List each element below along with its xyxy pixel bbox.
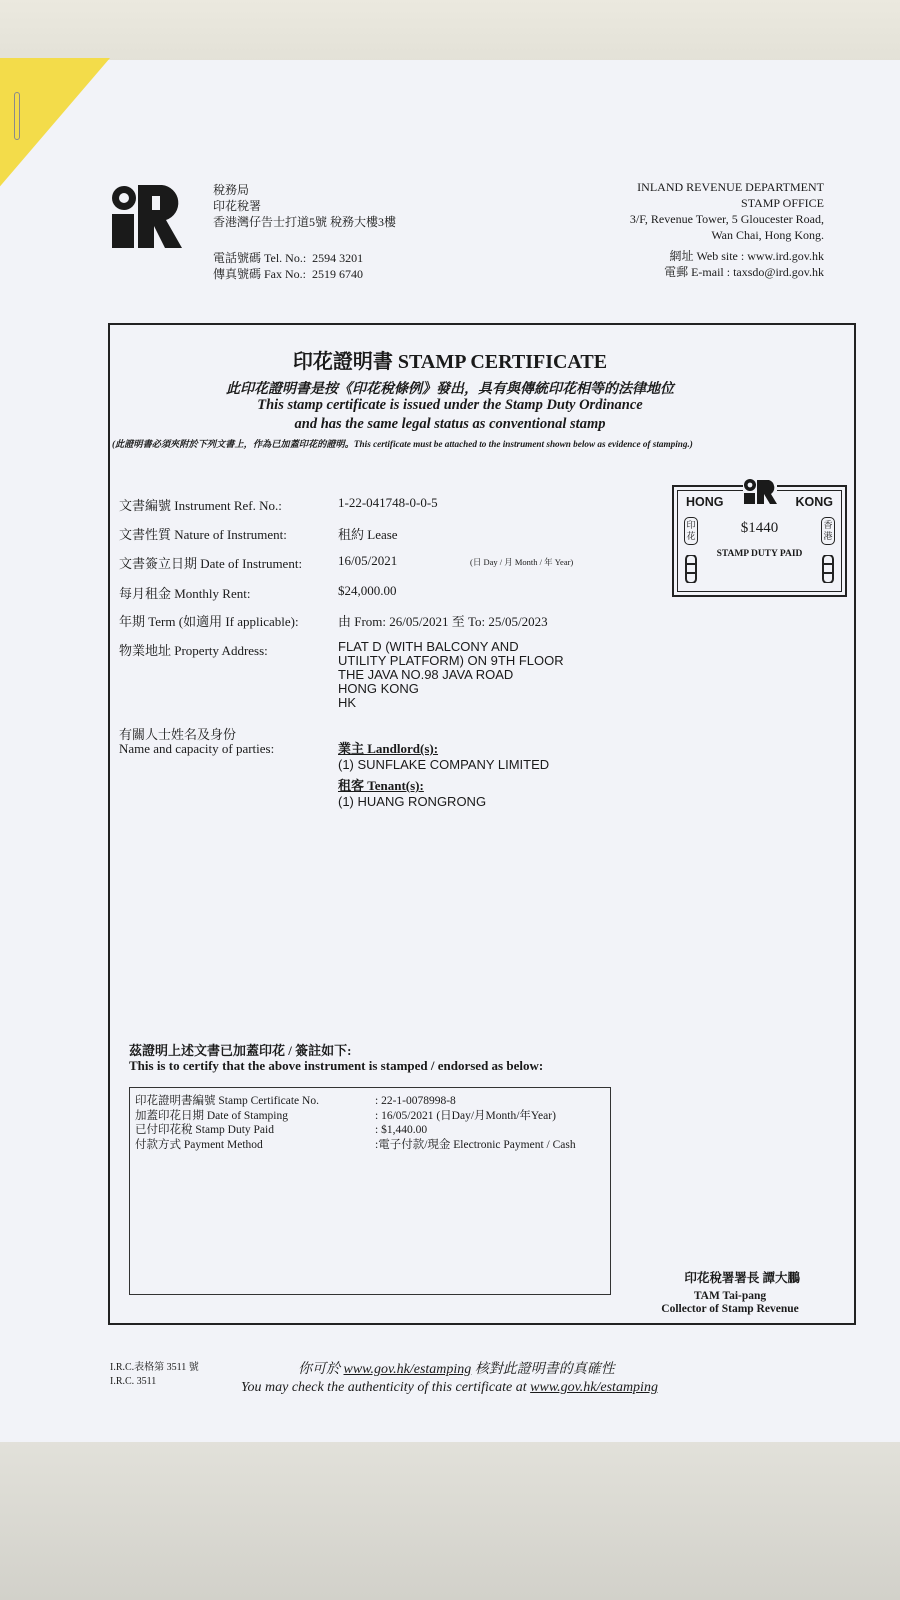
certify-cn: 茲證明上述文書已加蓋印花 / 簽註如下: [129,1043,352,1058]
paper-clip [14,92,20,140]
tel-number: 2594 3201 [312,251,364,265]
estamping-link-cn[interactable]: www.gov.hk/estamping [343,1362,472,1377]
stamp-duty-stamp [672,485,847,597]
cert-row-value: : 22-1-0078998-8 [375,1095,456,1107]
header-contact [213,250,363,282]
address-line: HONG KONG [338,681,419,696]
background-bottom [0,1420,900,1600]
parties-label-cn: 有關人士姓名及身份 [119,727,237,742]
header-right-line: Wan Chai, Hong Kong. [711,228,824,242]
stamp-ird-logo-icon [743,478,777,504]
stamp-amount: $1440 [740,520,779,536]
tenant-heading: 租客 Tenant(s): [338,778,424,793]
cert-values [375,1094,576,1152]
address-value [338,640,564,710]
header-right-line: 3/F, Revenue Tower, 5 Gloucester Road, [629,212,824,226]
address-line: FLAT D (WITH BALCONY AND [338,639,519,654]
stamp-ornament-right-icon [821,555,835,583]
tenant-name: (1) HUANG RONGRONG [338,794,487,809]
address-line: UTILITY PLATFORM) ON 9TH FLOOR [338,653,564,668]
date-label: 文書簽立日期 Date of Instrument: [119,556,303,571]
stamp-duty-paid: STAMP DUTY PAID [716,549,803,559]
estamping-link-en[interactable]: www.gov.hk/estamping [530,1380,658,1395]
stamp-right-chars: 香港 [821,517,835,545]
header-right [630,179,824,243]
website-link[interactable]: 網址 Web site : www.ird.gov.hk [669,249,824,263]
stamp-ornament-left-icon [684,555,698,583]
date-hint: (日 Day / 月 Month / 年 Year) [470,557,574,567]
check-cn [298,1358,615,1378]
fax-label: 傳真號碼 Fax No.: [213,267,307,281]
header-right-line: STAMP OFFICE [741,196,824,210]
cert-row-label: 加蓋印花日期 Date of Stamping [135,1109,288,1122]
form-number-cn: I.R.C.表格第 3511 號 [110,1362,199,1373]
nature-label: 文書性質 Nature of Instrument: [119,527,287,542]
ref-label: 文書編號 Instrument Ref. No.: [119,498,282,513]
cert-row-label: 付款方式 Payment Method [135,1138,263,1151]
nature-value: 租約 Lease [338,527,398,542]
attach-note: (此證明書必須夾附於下列文書上，作為已加蓋印花的證明。This certificate must be attached to the instrument shown below as evidence of stamping.) [112,439,693,449]
check-en-pre: You may check the authenticity of this certificate at [241,1380,527,1395]
certify-en: This is to certify that the above instrument is stamped / endorsed as below: [129,1058,544,1073]
rent-value: $24,000.00 [338,583,397,598]
landlord-heading: 業主 Landlord(s): [338,741,439,756]
cert-row-label: 印花證明書編號 Stamp Certificate No. [135,1095,319,1107]
address-line: HK [338,695,357,710]
header-left-line: 印花稅署 [213,199,262,213]
term-value: 由 From: 26/05/2021 至 To: 25/05/2023 [338,614,548,629]
fax-number: 2519 6740 [312,267,364,281]
parties-label-en: Name and capacity of parties: [119,741,275,756]
header-left-line: 香港灣仔告士打道5號 稅務大樓3樓 [213,215,397,229]
address-line: THE JAVA NO.98 JAVA ROAD [338,667,514,682]
certificate-subtitle-en2: and has the same legal status as conventional stamp [294,416,606,432]
parties-label [119,728,274,756]
ird-logo-icon [110,185,182,249]
email-link[interactable]: 電郵 E-mail : taxsdo@ird.gov.hk [664,265,824,279]
signatory-name: TAM Tai-pang [693,1290,767,1302]
form-number-en: I.R.C. 3511 [110,1376,157,1387]
rent-label: 每月租金 Monthly Rent: [119,586,251,601]
check-cn-pre: 你可於 [298,1362,340,1377]
certificate-subtitle-en1: This stamp certificate is issued under the Stamp Duty Ordinance [257,397,643,413]
certificate-subtitle-cn: 此印花證明書是按《印花稅條例》發出，具有與傳統印花相等的法律地位 [226,382,674,397]
term-label: 年期 Term (如適用 If applicable): [119,614,299,629]
date-value: 16/05/2021 [338,553,398,568]
stamp-left-chars: 印花 [684,517,698,545]
cert-row-label: 已付印花稅 Stamp Duty Paid [135,1124,274,1136]
cert-row-value: :電子付款/現金 Electronic Payment / Cash [375,1138,576,1151]
cert-row-value: : 16/05/2021 (日Day/月Month/年Year) [375,1109,556,1122]
cert-row-value: : $1,440.00 [375,1124,428,1136]
stamp-kong: KONG [795,495,833,509]
tel-label: 電話號碼 Tel. No.: [213,251,307,265]
header-left-line: 稅務局 [213,183,250,197]
signatory-cn: 印花稅署署長 譚大鵬 [684,1271,800,1285]
check-en [241,1380,658,1396]
header-right-line: INLAND REVENUE DEPARTMENT [637,180,824,194]
cert-labels [135,1094,319,1152]
landlord-name: (1) SUNFLAKE COMPANY LIMITED [338,757,550,772]
check-cn-post: 核對此證明書的真確性 [474,1362,615,1377]
signatory-title: Collector of Stamp Revenue [661,1303,799,1315]
stamp-hong: HONG [686,495,724,509]
header-left [213,182,396,230]
address-label: 物業地址 Property Address: [119,643,268,658]
certificate-title: 印花證明書 STAMP CERTIFICATE [292,351,608,373]
header-web [664,248,824,280]
ref-value: 1-22-041748-0-0-5 [338,495,438,510]
